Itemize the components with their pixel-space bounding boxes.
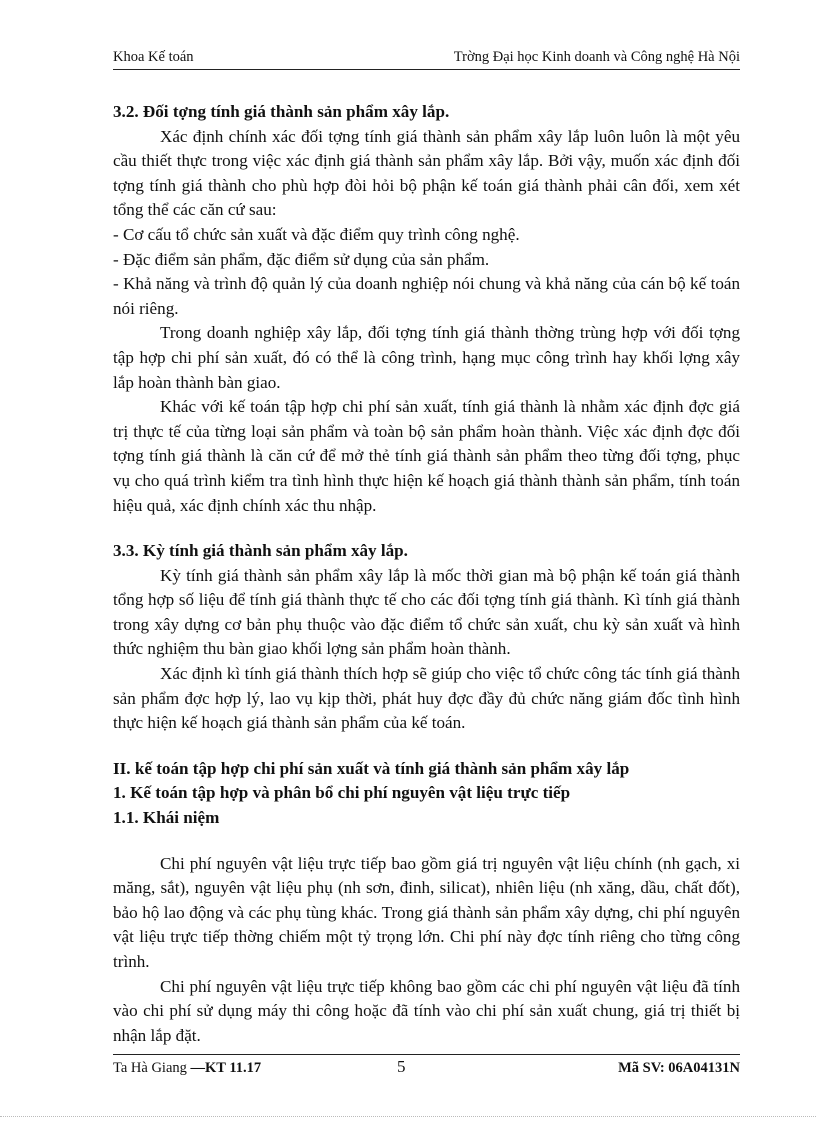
author-name: Ta Hà Giang <box>113 1060 187 1076</box>
page-header <box>113 49 740 70</box>
spacer <box>113 831 740 852</box>
section-II-paragraph-1: Chi phí nguyên vật liệu trực tiếp bao gồm giá trị nguyên vật liệu chính (nh gạch, xi măng, sắt), nguyên vật liệu phụ (nh sơn, đinh, silicat), nhiên liệu (nh xăng, dầu, chất đốt), bảo hộ lao động và các phụ tùng khác. Trong giá thành sản phẩm xây dựng, chi phí nguyên vật liệu trực tiếp thờng chiếm một tỷ trọng lớn. Chi phí này đợc tính riêng cho từng công trình. <box>113 853 740 971</box>
bullet-item-2: - Đặc điểm sản phẩm, đặc điểm sử dụng của sản phẩm. <box>113 249 490 269</box>
section-3-2-paragraph-3: Khác với kế toán tập hợp chi phí sản xuất, tính giá thành là nhằm xác định đợc giá trị thực tế của từng loại sản phẩm và toàn bộ sản phẩm hoàn thành. Việc xác định đợc đối tợng tính giá thành là căn cứ để mở thẻ tính giá thành sản phẩm theo từng đối tợng, phục vụ cho quá trình kiểm tra tình hình thực hiện kế hoạch giá thành thành sản phẩm, tính toán hiệu quả, xác định chính xác thu nhập. <box>113 397 740 515</box>
page-bottom-divider <box>0 1116 816 1117</box>
header-university: Trờng Đại học Kinh doanh và Công nghệ Hà Nội <box>453 49 740 65</box>
spacer <box>113 736 740 757</box>
section-3-3-paragraph-2: Xác định kì tính giá thành thích hợp sẽ giúp cho việc tổ chức công tác tính giá thành sản phẩm đợc hợp lý, lao vụ kịp thời, phát huy đợc đầy đủ chức năng giám đốc tình hình thực hiện kế hoạch giá thành sản phẩm của kế toán. <box>113 664 740 733</box>
section-II-paragraph-2: Chi phí nguyên vật liệu trực tiếp không bao gồm các chi phí nguyên vật liệu đã tính vào chi phí sử dụng máy thi công hoặc đã tính vào chi phí sản xuất chung, giá trị thiết bị nhận lắp đặt. <box>113 976 740 1045</box>
spacer <box>113 518 740 539</box>
section-3-3-title: 3.3. Kỳ tính giá thành sản phẩm xây lắp. <box>113 541 408 561</box>
student-id: Mã SV: 06A04131N <box>618 1060 740 1076</box>
page-footer <box>113 1054 740 1077</box>
section-3-2-paragraph-2: Trong doanh nghiệp xây lắp, đối tợng tính giá thành thờng trùng hợp với đối tợng tập hợp chi phí sản xuất, đó có thể là công trình, hạng mục công trình hay khối lợng xây lắp hoàn thành bàn giao. <box>113 323 740 392</box>
section-3-2-title: 3.2. Đối tợng tính giá thành sản phẩm xây lắp. <box>113 102 450 121</box>
header-department: Khoa Kế toán <box>113 49 194 65</box>
bullet-item-1: - Cơ cấu tổ chức sản xuất và đặc điểm quy trình công nghệ. <box>113 224 520 244</box>
document-body <box>113 100 740 1048</box>
subsection-1-title: 1. Kế toán tập hợp và phân bổ chi phí nguyên vật liệu trực tiếp <box>113 783 571 803</box>
subsection-1-1-title: 1.1. Khái niệm <box>113 808 220 828</box>
bullet-item-3: - Khả năng và trình độ quản lý của doanh nghiệp nói chung và khả năng của cán bộ kế toán nói riêng. <box>113 274 740 318</box>
page-number: 5 <box>397 1057 406 1076</box>
section-3-3-paragraph-1: Kỳ tính giá thành sản phẩm xây lắp là mốc thời gian mà bộ phận kế toán giá thành tổng hợp số liệu để tính giá thành thực tế cho các đối tợng tính giá thành. Kì tính giá thành trong xây dựng cơ bản phụ thuộc vào đặc điểm tổ chức sản xuất, chu kỳ sản xuất và hình thức nghiệm thu bàn giao khối lợng sản phẩm hoàn thành. <box>113 565 740 659</box>
footer-author <box>113 1060 261 1077</box>
section-II-title: II. kế toán tập hợp chi phí sản xuất và tính giá thành sản phẩm xây lắp <box>113 758 630 778</box>
author-class: —KT 11.17 <box>190 1060 262 1076</box>
section-3-2-paragraph-1: Xác định chính xác đối tợng tính giá thành sản phẩm xây lắp luôn luôn là một yêu cầu thiết thực trong việc xác định giá thành sản phẩm xây lắp. Bởi vậy, muốn xác định đối tợng tính giá thành cho phù hợp đòi hỏi bộ phận kế toán giá thành phải cân đối, xem xét tổng thể các căn cứ sau: <box>113 126 740 220</box>
